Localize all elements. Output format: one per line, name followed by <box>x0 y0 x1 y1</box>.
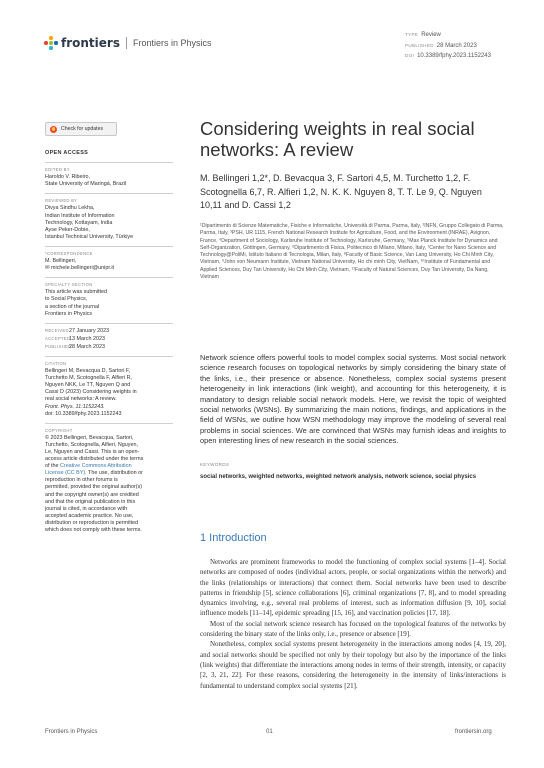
logo-dot <box>49 36 53 40</box>
frontiers-logo-text: frontiers <box>61 36 120 50</box>
logo-dot <box>49 46 53 50</box>
cc-license-link[interactable]: Creative Commons Attribution <box>60 463 132 470</box>
body-text <box>200 557 506 691</box>
frontiers-logo-icon <box>44 36 58 50</box>
paragraph: Networks are prominent frameworks to model the functioning of complex social systems [1–4]. Social networks are composed of nodes (individual actors, people, or social organizations within the network) and the links (relationships or interactions) that connect them. Social networks have been used to describe patterns in friendship [5], science collaborations [6], criminal organizations [7, 8], and to model spreading dynamics involving, e.g., several real problems of interest, such as information diffusion [9, 10], social influence models [11–14], epidemic spreading [15, 16], and vaccination policies [17, 18]. <box>200 558 506 618</box>
journal-header <box>44 36 212 50</box>
article-title: Considering weights in real social networks: A review <box>200 118 475 160</box>
received-date: 27 January 2023 <box>69 327 110 334</box>
published-date-sidebar: 28 March 2023 <box>69 343 105 350</box>
logo-dot <box>49 41 53 45</box>
journal-name: Frontiers in Physics <box>132 38 212 48</box>
paragraph: Most of the social network science research has focused on the topological features of the networks by considering the binary state of the links only, i.e., presence or absence [19]. <box>200 619 506 639</box>
specialty-section: SPECIALTY SECTION This article was submitted to Social Physics, a section of the journal Frontiers in Physics <box>45 277 173 317</box>
logo-dot <box>54 41 58 45</box>
keywords-label: KEYWORDS <box>200 462 230 467</box>
paragraph: Nonetheless, complex social systems present heterogeneity in the interactions among nodes [4, 19, 20], and social networks should be specified not only by their topology but also by the importance of the links (link weights) that differentiate the interactions among nodes in terms of their strength, intensity, or capacity [2, 3, 21, 22]. For these reasons, considering the heterogeneity in the intensity of links/interactions is fundamental to understand complex social systems [21]. <box>200 640 506 690</box>
keywords: social networks, weighted networks, weighted network analysis, network science, social physics <box>200 474 477 480</box>
footer-journal: Frontiers in Physics <box>45 729 98 735</box>
abstract: Network science offers powerful tools to model complex social systems. Most social network science research focuses on topological networks by simply considering the binary state of the links, i.e., their presence or absence. Nonetheless, complex social systems present heterogeneity in link interactions (link weight), and accounting for this heterogeneity, it is mandatory to design reliable social network models. Here, we revisit the topic of weighted social networks (WSNs). By summarizing the main notions, findings, and applications in the field of WSNs, we outline how WSN methodology may improve the modeling of several real problems in social sciences. We are convinced that WSNs may furnish ideas and insights to open interesting lines of new research in the social sciences. <box>200 353 506 446</box>
reviewed-by-section: REVIEWED BY Divya Sindhu Lekha, Indian Institute of Information Technology, Kottayam, India Ayse Peker-Dobie, Istanbul Technical University, Türkiye <box>45 193 173 241</box>
header-divider <box>126 37 127 49</box>
affiliations: ¹Dipartimento di Scienze Matematiche, Fisiche e Informatiche, Università di Parma, Parma, Italy, ²INFN, Gruppo Collegato di Parma, Parma, Italy, ³PSH, UR 1115, French National Research Institute for Agriculture, Food, and the Environment (INRAE), Avignon, France, ⁴Department of Sociology, Karlsruhe Institute of Technology, Karlsruhe, Germany, ⁵Max Planck Institute for Dynamics and Self-Organization, Göttingen, Germany, ⁶Dipartimento di Fisica, Politecnico di Milano, Milano, Italy, ⁷Center for Nano Science and Technology@PoliMi, Istituto Italiano di Tecnologia, Milan, Italy, ⁸Faculty of Basic Science, Van Lang University, Ho Chi Minh City, Vietnam, ⁹John von Neumann Institute, Vietnam National University, Ho chi minh City, VietNam, ¹⁰Institute of Fundamental and Applied Sciences, Duy Tan University, Ho Chi Minh City, Vietnam, ¹¹Faculty of Natural Sciences, Duy Tan University, Da Nang, Vietnam <box>200 223 504 281</box>
author-list: M. Bellingeri 1,2*, D. Bevacqua 3, F. Sartori 4,5, M. Turchetto 1,2, F. Scotognella 6,7, R. Alfieri 1,2, N. K. K. Nguyen 8, T. T. Le 9, Q. Nguyen 10,11 and D. Cassi 1,2 <box>200 173 482 210</box>
check-updates-icon <box>50 126 57 133</box>
doi[interactable]: 10.3389/fphy.2023.1152243 <box>417 53 491 59</box>
edited-by-section: EDITED BY Haroldo V. Ribeiro, State University of Maringá, Brazil <box>45 162 173 188</box>
published-date: 28 March 2023 <box>436 42 477 49</box>
correspondence-section: *CORRESPONDENCE M. Bellingeri, ✉ michele.bellingeri@unipr.it <box>45 246 173 272</box>
cc-license-link-cont[interactable]: License (CC BY). <box>45 470 87 477</box>
article-meta: TYPE Review PUBLISHED 28 March 2023 DOI 10.3389/fphy.2023.1152243 <box>405 32 491 59</box>
correspondence-email[interactable]: ✉ michele.bellingeri@unipr.it <box>45 265 115 272</box>
dates-section: RECEIVED27 January 2023 ACCEPTED13 March 2023 PUBLISHED28 March 2023 <box>45 323 173 351</box>
footer-website[interactable]: frontiersin.org <box>455 729 492 735</box>
check-for-updates-button[interactable]: Check for updates <box>45 122 117 136</box>
article-type: Review <box>421 32 441 38</box>
logo-dot <box>44 41 48 45</box>
page-number: 01 <box>266 729 273 735</box>
sidebar <box>45 150 173 539</box>
section-heading: 1 Introduction <box>200 532 267 544</box>
copyright-section: COPYRIGHT © 2023 Bellingeri, Bevacqua, Sartori, Turchetto, Scotognella, Alfieri, Nguyen, Le, Nguyen and Cassi. This is an open- access article distributed under the terms of the Creative Commons Attribution License (CC BY). The use, distribution or reproduction in other forums is permitted, provided the original author(s) and the copyright owner(s) are credited and that the original publication in this journal is cited, in accordance with accepted academic practice. No use, distribution or reproduction is permitted which does not comply with these terms. <box>45 423 173 534</box>
accepted-date: 13 March 2023 <box>69 335 105 342</box>
citation-section: CITATION Bellingeri M, Bevacqua D, Sartori F, Turchetto M, Scotognella F, Alfieri R, Nguyen NKK, Le TT, Nguyen Q and Cassi D (2023) Considering weights in real social networks: A review. Front. Phys. 11:1152243. doi: 10.3389/fphy.2023.1152243 <box>45 356 173 418</box>
open-access-label: OPEN ACCESS <box>45 150 89 156</box>
